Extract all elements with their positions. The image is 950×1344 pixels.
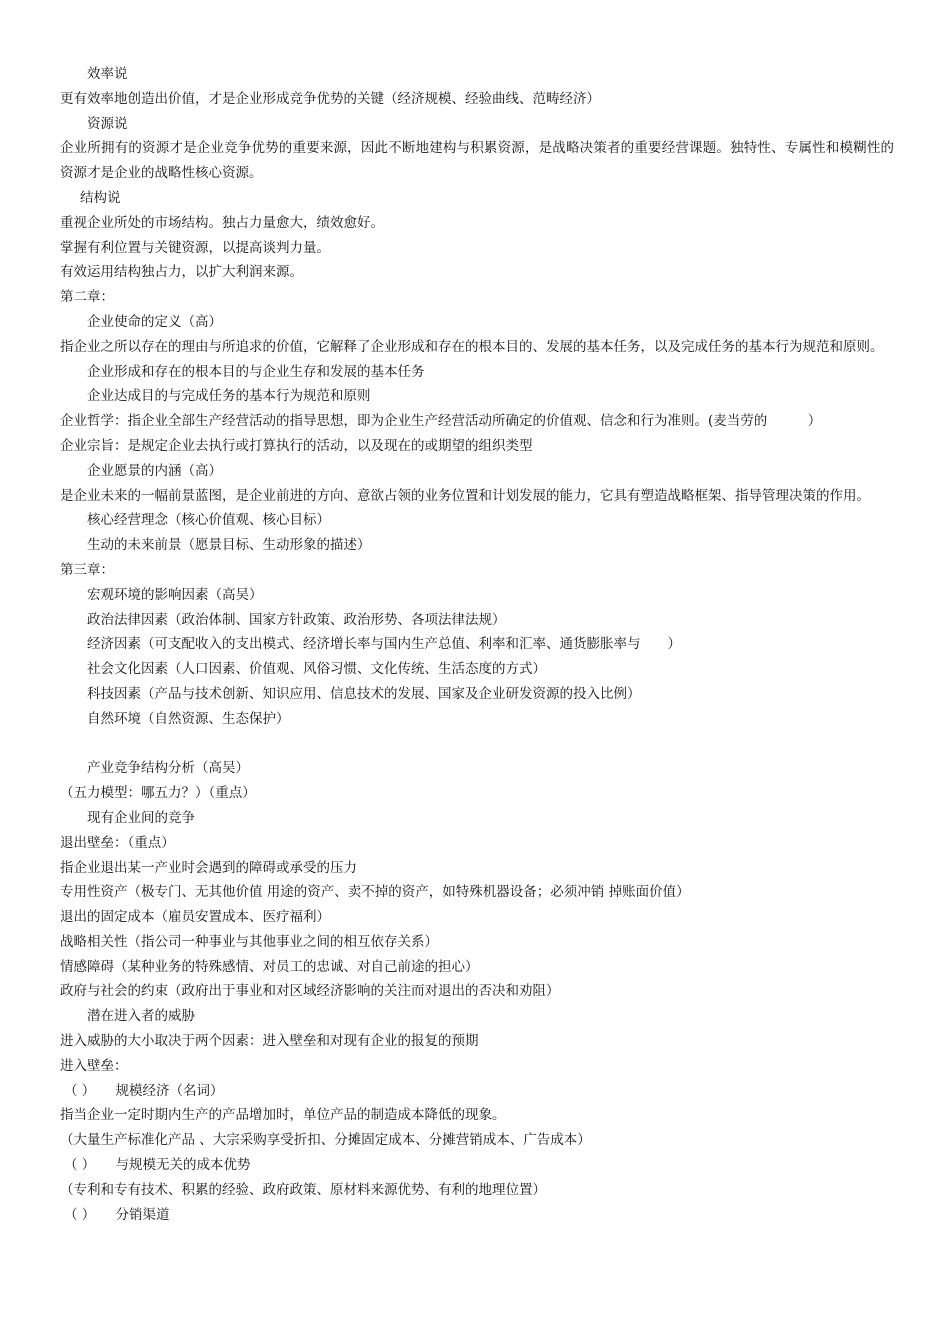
text-line: 政府与社会的约束（政府出于事业和对区域经济影响的关注而对退出的否决和劝阻）	[60, 983, 560, 1000]
text-line: 企业所拥有的资源才是企业竞争优势的重要来源，因此不断地建构与积累资源，是战略决策者的重要经营课题。独特性、专属性和模糊性的资源才是企业的战略性核心资源。	[60, 140, 894, 182]
text-line: 企业哲学：指企业全部生产经营活动的指导思想，即为企业生产经营活动所确定的价值观、信念和行为准则。(麦当劳的 ）	[60, 413, 822, 430]
text-line: 有效运用结构独占力，以扩大利润来源。	[60, 264, 303, 281]
text-line: 进入威胁的大小取决于两个因素：进入壁垒和对现有企业的报复的预期	[60, 1033, 479, 1050]
text-line: 企业达成目的与完成任务的基本行为规范和原则	[87, 388, 371, 405]
text-line: 战略相关性（指公司一种事业与其他事业之间的相互依存关系）	[60, 933, 438, 950]
text-line: （五力模型：哪五力？）（重点）	[60, 785, 256, 802]
text-line: 效率说	[87, 66, 128, 82]
text-line: 第二章：	[60, 289, 114, 306]
text-line: （专利和专有技术、积累的经验、政府政策、原材料来源优势、有利的地理位置）	[60, 1181, 546, 1198]
text-line: 企业形成和存在的根本目的与企业生存和发展的基本任务	[87, 363, 425, 380]
text-line: 政治法律因素（政治体制、国家方针政策、政治形势、各项法律法规）	[87, 611, 506, 628]
text-line: 现有企业间的竞争	[87, 809, 195, 826]
text-line: （ ） 分销渠道	[64, 1206, 170, 1223]
text-line: 退出壁垒：（重点）	[60, 834, 175, 851]
text-line: 产业竞争结构分析（高吴）	[87, 760, 249, 777]
text-line: 结构说	[80, 189, 121, 206]
document-body	[0, 62, 950, 1227]
text-line: 核心经营理念（核心价值观、核心目标）	[87, 512, 330, 529]
blank-line	[0, 732, 950, 757]
text-line: （ ） 与规模无关的成本优势	[64, 1157, 251, 1174]
text-line: 第三章：	[60, 561, 114, 578]
text-line: 更有效率地创造出价值，才是企业形成竞争优势的关键（经济规模、经验曲线、范畴经济）	[60, 90, 600, 107]
text-line: 退出的固定成本（雇员安置成本、医疗福利）	[60, 909, 330, 926]
text-line: 生动的未来前景（愿景目标、生动形象的描述）	[87, 537, 371, 554]
text-line: 专用性资产（极专门、无其他价值 用途的资产、卖不掉的资产，如特殊机器设备；必须冲销 掉账面价值）	[60, 884, 690, 901]
text-line: 情感障碍（某种业务的特殊感情、对员工的忠诚、对自己前途的担心）	[60, 958, 479, 975]
text-line: 科技因素（产品与技术创新、知识应用、信息技术的发展、国家及企业研发资源的投入比例）	[87, 685, 641, 702]
text-line: 是企业未来的一幅前景蓝图，是企业前进的方向、意欲占领的业务位置和计划发展的能力，它具有塑造战略框架、指导管理决策的作用。	[60, 487, 870, 504]
text-line: 指企业之所以存在的理由与所追求的价值，它解释了企业形成和存在的根本目的、发展的基本任务，以及完成任务的基本行为规范和原则。	[60, 338, 884, 355]
text-line: 掌握有利位置与关键资源，以提高谈判力量。	[60, 239, 330, 256]
text-line: 宏观环境的影响因素（高吴）	[87, 586, 263, 603]
text-line: 自然环境（自然资源、生态保护）	[87, 710, 290, 727]
text-line: 企业宗旨：是规定企业去执行或打算执行的活动，以及现在的或期望的组织类型	[60, 437, 533, 454]
text-line: 社会文化因素（人口因素、价值观、风俗习惯、文化传统、生活态度的方式）	[87, 661, 546, 678]
text-line: 潜在进入者的威胁	[87, 1008, 195, 1025]
text-line: 进入壁垒：	[60, 1057, 128, 1074]
text-line: （大量生产标准化产品 、大宗采购享受折扣、分摊固定成本、分摊营销成本、广告成本）	[60, 1132, 591, 1149]
text-line: （ ） 规模经济（名词）	[64, 1082, 224, 1099]
text-line: 资源说	[87, 115, 128, 132]
text-line: 指企业退出某一产业时会遇到的障碍或承受的压力	[60, 859, 357, 876]
text-line: 指当企业一定时期内生产的产品增加时，单位产品的制造成本降低的现象。	[60, 1107, 506, 1124]
text-line: 经济因素（可支配收入的支出模式、经济增长率与国内生产总值、利率和汇率、通货膨胀率与 ）	[87, 636, 681, 653]
text-line: 重视企业所处的市场结构。独占力量愈大，绩效愈好。	[60, 214, 384, 231]
text-line: 企业使命的定义（高）	[87, 313, 222, 330]
text-line: 企业愿景的内涵（高）	[87, 462, 222, 479]
